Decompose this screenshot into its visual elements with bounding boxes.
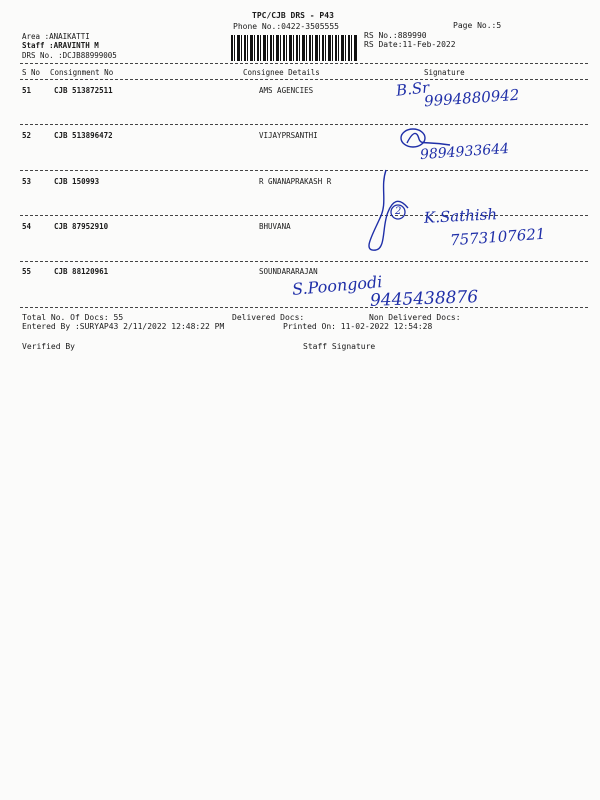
divider <box>20 307 588 308</box>
divider <box>20 261 588 262</box>
delivered-docs: Delivered Docs: <box>232 313 305 322</box>
handwritten-phone: 9445438876 <box>369 287 479 311</box>
rs-date: RS Date:11-Feb-2022 <box>364 40 456 49</box>
handwritten-phone: 9994880942 <box>423 85 520 111</box>
row-consignment: CJB 88120961 <box>54 267 109 276</box>
row-consignment: CJB 513896472 <box>54 131 113 140</box>
divider <box>20 63 588 64</box>
barcode <box>231 35 357 61</box>
phone-number: Phone No.:0422-3505555 <box>233 22 339 31</box>
verified-by-label: Verified By <box>22 342 75 351</box>
column-header-consignee: Consignee Details <box>243 68 320 77</box>
column-header-sno: S No <box>22 68 41 77</box>
non-delivered-docs: Non Delivered Docs: <box>369 313 461 322</box>
handwritten-mark: 2 <box>395 206 402 217</box>
row-consignee: AMS AGENCIES <box>259 86 314 95</box>
row-consignee: SOUNDARARAJAN <box>259 267 318 276</box>
handwritten-name: B.Sr <box>395 78 431 100</box>
column-header-consignment: Consignment No <box>50 68 114 77</box>
divider <box>20 124 588 125</box>
area-label: Area :ANAIKATTI <box>22 32 90 41</box>
row-consignment: CJB 87952910 <box>54 222 109 231</box>
handwritten-name: K.Sathish <box>423 205 498 227</box>
printed-on: Printed On: 11-02-2022 12:54:28 <box>283 322 433 331</box>
handwritten-phone: 9894933644 <box>419 140 510 164</box>
rs-number: RS No.:889990 <box>364 31 427 40</box>
row-consignment: CJB 150993 <box>54 177 100 186</box>
handwritten-phone: 7573107621 <box>449 224 546 250</box>
row-sno: 55 <box>22 267 32 276</box>
total-docs: Total No. Of Docs: 55 <box>22 313 124 322</box>
divider <box>20 215 588 216</box>
document-title: TPC/CJB DRS - P43 <box>252 11 334 20</box>
row-sno: 51 <box>22 86 32 95</box>
row-consignee: VIJAYPRSANTHI <box>259 131 318 140</box>
row-sno: 52 <box>22 131 32 140</box>
page-number: Page No.:5 <box>453 21 502 30</box>
divider <box>20 170 588 171</box>
drs-number: DRS No. :DCJB88999005 <box>22 51 117 60</box>
row-consignment: CJB 513872511 <box>54 86 113 95</box>
handwritten-name: S.Poongodi <box>291 272 384 299</box>
staff-label: Staff :ARAVINTH M <box>22 41 99 50</box>
entered-by: Entered By :SURYAP43 2/11/2022 12:48:22 PM <box>22 322 225 331</box>
column-header-signature: Signature <box>424 68 465 77</box>
row-consignee: R GNANAPRAKASH R <box>259 177 332 186</box>
row-sno: 54 <box>22 222 32 231</box>
row-sno: 53 <box>22 177 32 186</box>
divider <box>20 79 588 80</box>
staff-signature-label: Staff Signature <box>303 342 376 351</box>
row-consignee: BHUVANA <box>259 222 291 231</box>
